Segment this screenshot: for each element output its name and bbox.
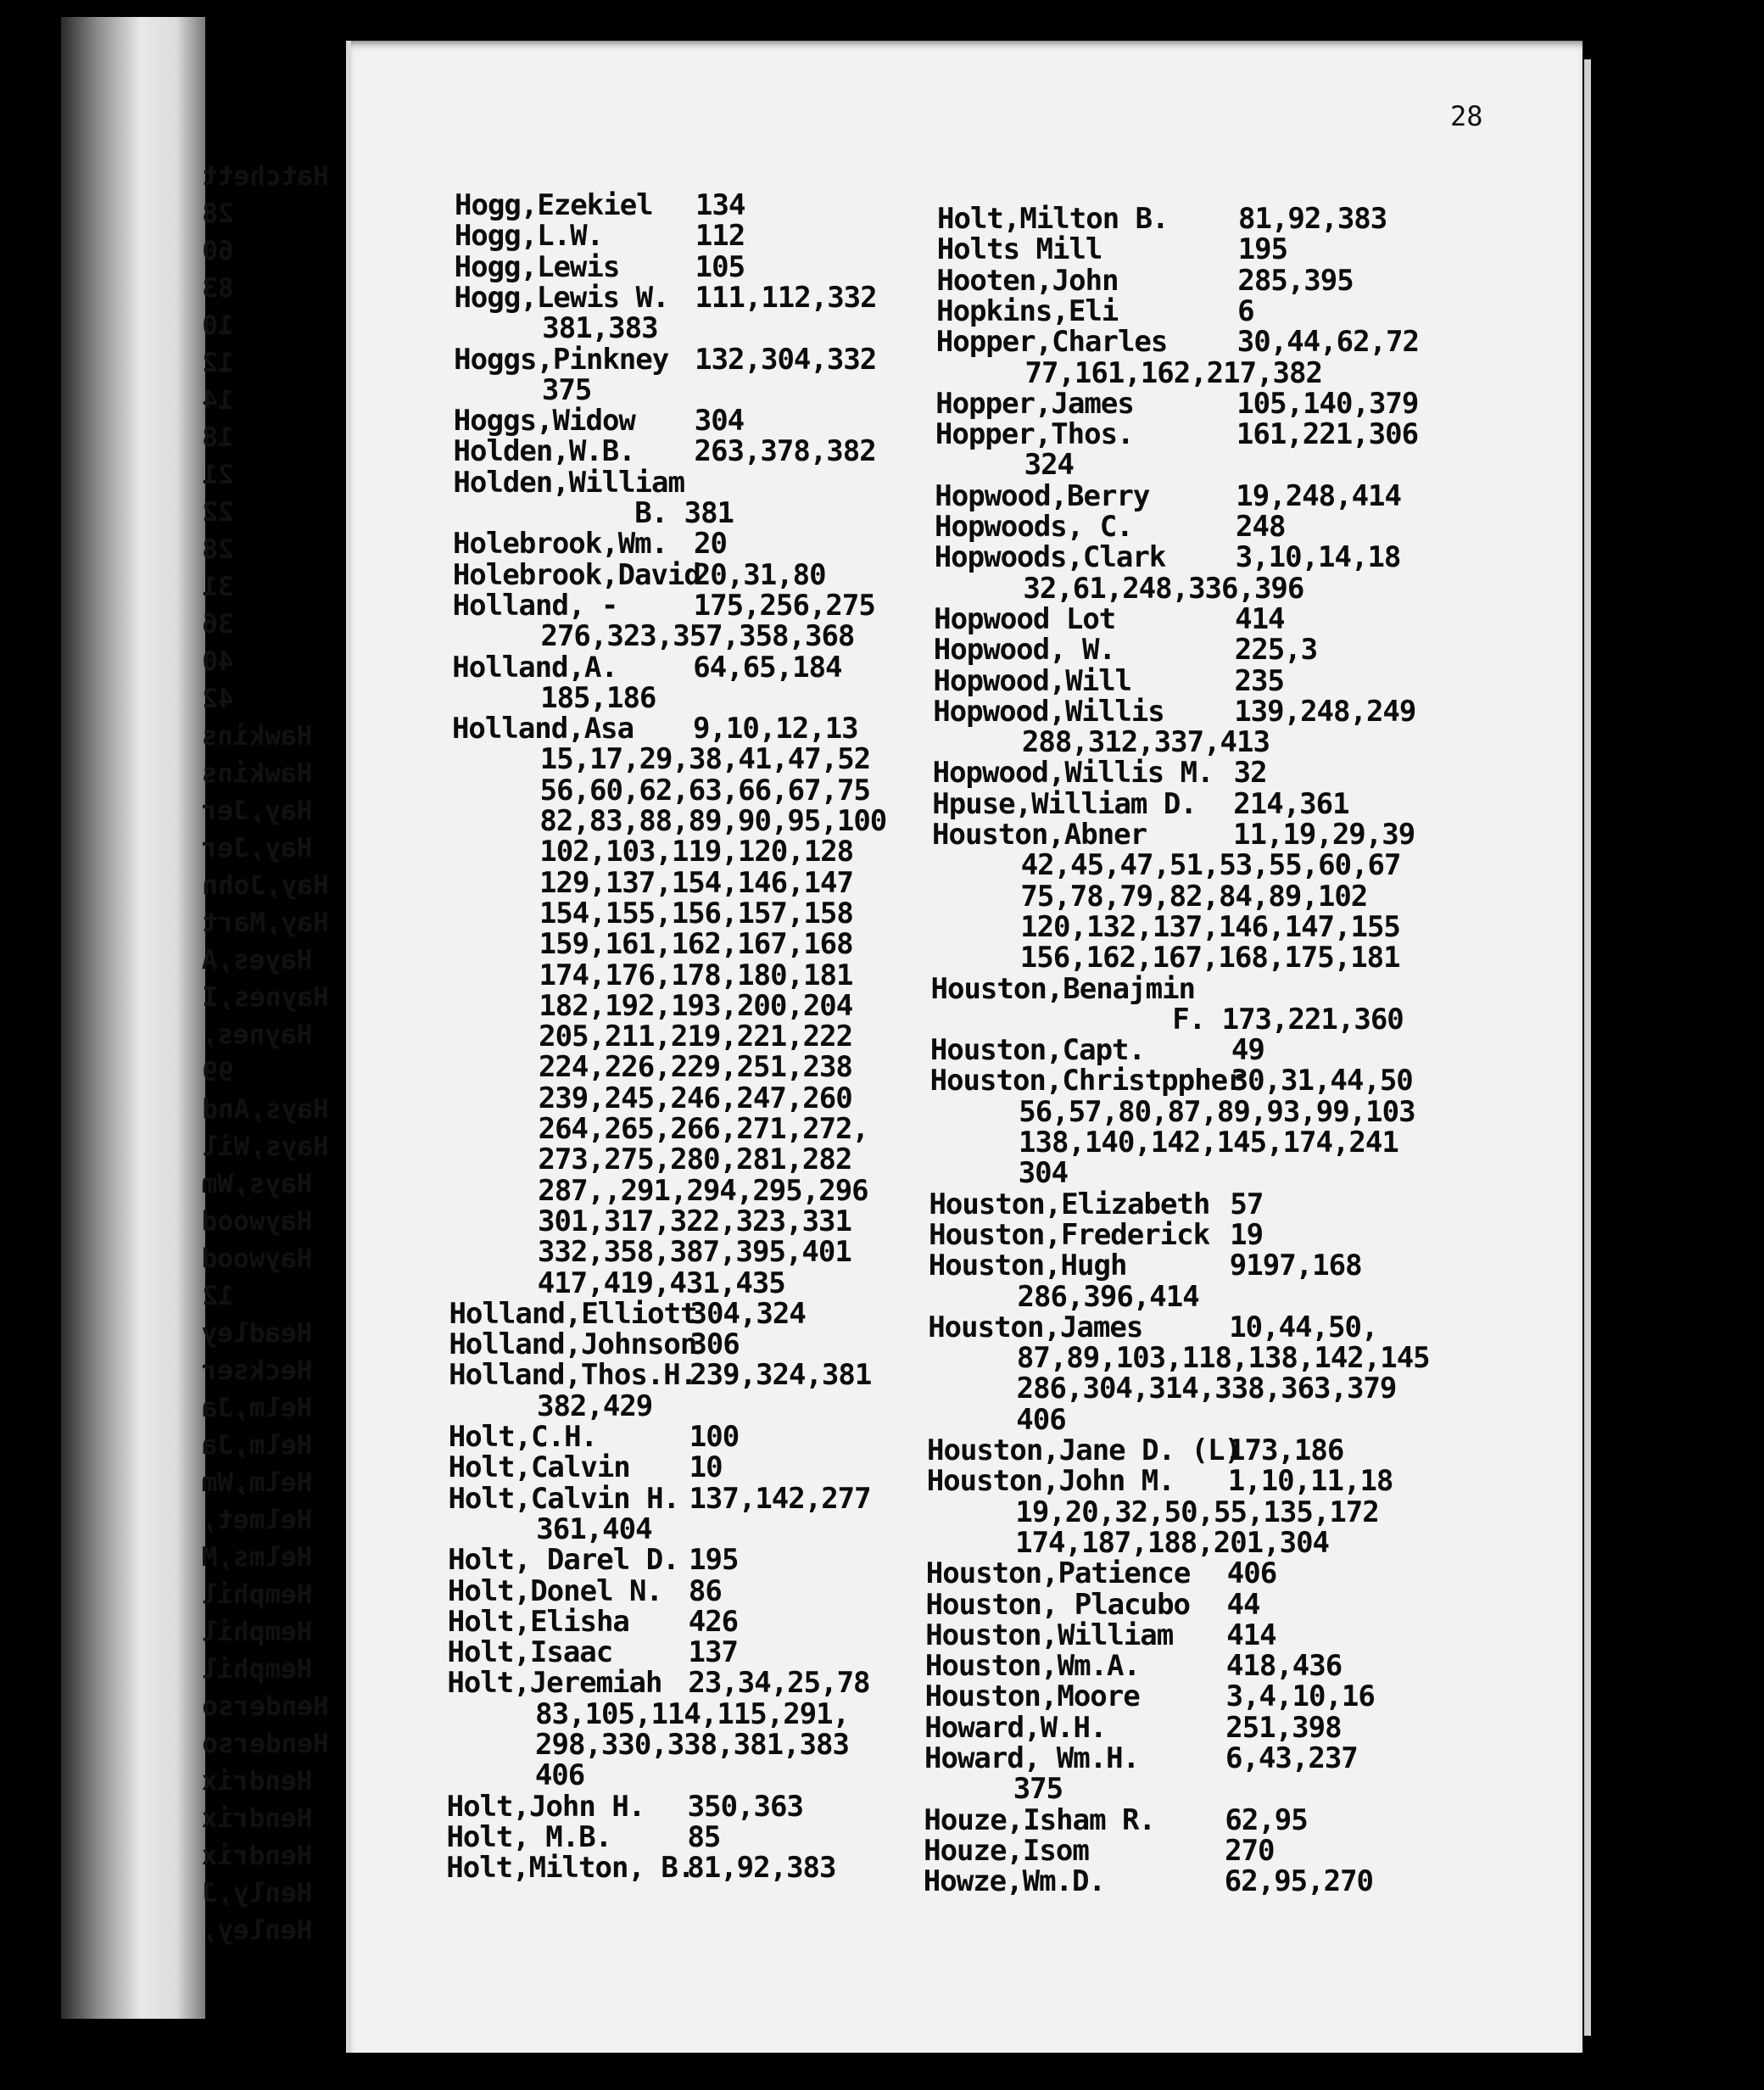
entry-pages: 105: [695, 249, 745, 284]
entry-pages: 304: [694, 404, 745, 439]
entry-continuation: 32,61,248,336,396: [1023, 571, 1304, 606]
entry-pages: 49: [1231, 1033, 1264, 1068]
entry-name: Hopper,James: [935, 386, 1134, 421]
entry-pages: 137,142,277: [689, 1481, 871, 1516]
entry-name: Houston,Capt.: [929, 1033, 1145, 1068]
entry-continuation: 288,312,337,413: [1021, 725, 1270, 760]
facing-page-fragment: Hendrix: [202, 1841, 313, 1871]
entry-pages: 19,248,414: [1236, 478, 1401, 513]
facing-page-fragment: 22: [202, 497, 234, 528]
entry-name: Holt,Isaac: [447, 1635, 613, 1670]
entry-name: Holt,John H.: [446, 1789, 645, 1824]
entry-pages: 32: [1233, 756, 1267, 791]
facing-page-fragment: Hay,John: [202, 870, 329, 901]
entry-continuation: 264,265,266,271,272,: [538, 1112, 868, 1146]
entry-continuation: 324: [1024, 448, 1075, 483]
entry-name: Howard, Wm.H.: [924, 1741, 1140, 1775]
entry-continuation: 129,137,154,146,147: [539, 865, 853, 900]
facing-page-fragment: 21: [202, 460, 234, 490]
entry-name: Holland,Johnson: [449, 1327, 697, 1362]
entry-continuation: 375: [1013, 1772, 1063, 1807]
entry-pages: 9197,168: [1229, 1249, 1362, 1283]
entry-name: Howze,Wm.D.: [923, 1864, 1105, 1899]
facing-page-fragment: Helm,Ja: [202, 1430, 313, 1461]
entry-name: Hooten,John: [936, 263, 1119, 298]
entry-name: Houston,Moore: [924, 1679, 1140, 1714]
entry-pages: 57: [1230, 1187, 1264, 1221]
facing-page-fragment: Hendrix: [202, 1766, 313, 1797]
facing-page-fragment: Haywood: [202, 1243, 313, 1274]
entry-continuation: 276,323,357,358,368: [540, 619, 855, 654]
entry-name: Houston,John M.: [926, 1464, 1175, 1499]
entry-name: Holebrook,David: [452, 557, 701, 592]
entry-name: Holland,Asa: [451, 712, 634, 746]
entry-pages: 105,140,379: [1236, 386, 1419, 421]
entry-continuation: 56,60,62,63,66,67,75: [539, 773, 870, 808]
entry-continuation: 56,57,80,87,89,93,99,103: [1019, 1094, 1415, 1129]
entry-name: Holland,Elliott: [449, 1296, 697, 1331]
entry-continuation: 159,161,162,167,168: [539, 927, 853, 962]
entry-pages: 30,44,62,72: [1236, 325, 1419, 360]
facing-page-fragment: 28: [202, 198, 234, 229]
facing-page-fragment: Haynes,I: [202, 982, 329, 1013]
entry-pages: 3,4,10,16: [1225, 1679, 1375, 1714]
entry-pages: 406: [1226, 1556, 1277, 1591]
entry-name: Hogg,L.W.: [454, 219, 604, 254]
entry-name: Houston,Christppher: [929, 1064, 1244, 1098]
entry-name: Hopwood, W.: [933, 633, 1115, 668]
entry-continuation: F. 173,221,360: [1172, 1002, 1404, 1037]
entry-pages: 19: [1230, 1217, 1264, 1252]
facing-page-fragment: Henderso: [202, 1691, 329, 1722]
entry-name: Hopwood,Will: [933, 663, 1132, 698]
facing-page-fragment: Helms,M: [202, 1542, 313, 1573]
entry-pages: 304,324: [689, 1296, 806, 1331]
entry-continuation: 224,226,229,251,238: [538, 1050, 852, 1085]
entry-name: Holebrook,Wm.: [453, 527, 668, 562]
entry-pages: 30,31,44,50: [1231, 1064, 1413, 1098]
entry-name: Holt,Milton, B.: [446, 1851, 695, 1886]
entry-continuation: 77,161,162,217,382: [1024, 355, 1322, 390]
facing-page-edge: [61, 17, 329, 2019]
entry-pages: 86: [688, 1573, 722, 1608]
entry-name: Holt,C.H.: [448, 1420, 598, 1454]
entry-pages: 20,31,80: [693, 557, 826, 592]
entry-name: Holt,Calvin: [448, 1450, 630, 1485]
entry-continuation: 381,383: [542, 311, 658, 346]
entry-pages: 10: [689, 1450, 723, 1485]
entry-pages: 10,44,50,: [1229, 1310, 1378, 1344]
entry-pages: 20: [694, 527, 727, 562]
entry-continuation: 406: [1016, 1402, 1066, 1437]
entry-continuation: 287,,291,294,295,296: [538, 1173, 868, 1208]
entry-pages: 195: [1237, 232, 1288, 267]
entry-name: Howard,W.H.: [924, 1710, 1107, 1745]
entry-continuation: 361,404: [536, 1512, 652, 1546]
entry-continuation: 332,358,387,395,401: [537, 1235, 851, 1270]
entry-pages: 285,395: [1237, 263, 1354, 298]
entry-pages: 175,256,275: [693, 588, 875, 623]
entry-continuation: 19,20,32,50,55,135,172: [1015, 1495, 1379, 1529]
entry-pages: 270: [1225, 1833, 1275, 1868]
entry-pages: 81,92,383: [687, 1851, 836, 1886]
facing-page-fragment: Hawkins: [202, 721, 313, 752]
facing-page-fragment: Hemphil: [202, 1654, 313, 1685]
entry-pages: 350,363: [687, 1789, 803, 1824]
entry-continuation: 406: [534, 1758, 585, 1793]
facing-page-fragment: Hawkins: [202, 758, 313, 789]
entry-continuation: 42,45,47,51,53,55,60,67: [1020, 848, 1401, 883]
entry-pages: 161,221,306: [1236, 417, 1419, 452]
entry-continuation: 102,103,119,120,128: [539, 835, 854, 869]
facing-page-fragment: Hay,Mart: [202, 908, 329, 938]
entry-pages: 132,304,332: [695, 342, 877, 377]
entry-name: Houston,Jane D. (L): [927, 1433, 1241, 1467]
entry-continuation: 156,162,167,168,175,181: [1019, 941, 1400, 975]
entry-continuation: 286,396,414: [1017, 1279, 1199, 1314]
entry-continuation: 75,78,79,82,84,89,102: [1020, 879, 1368, 914]
entry-pages: 195: [689, 1543, 739, 1578]
entry-name: Hoggs,Widow: [453, 404, 635, 439]
entry-pages: 3,10,14,18: [1235, 540, 1401, 575]
entry-continuation: 174,187,188,201,304: [1015, 1525, 1330, 1560]
page-number: 28: [1450, 100, 1483, 132]
entry-pages: 239,324,381: [689, 1358, 872, 1393]
entry-continuation: 417,419,431,435: [537, 1266, 785, 1300]
facing-page-fragment: Hays,Wm: [202, 1169, 313, 1199]
facing-page-fragment: Hay,Jer: [202, 796, 313, 826]
entry-name: Houston,James: [928, 1310, 1143, 1344]
entry-continuation: 375: [541, 372, 592, 407]
facing-page-fragment: Heckser: [202, 1355, 313, 1386]
entry-pages: 111,112,332: [695, 280, 877, 315]
entry-pages: 85: [687, 1819, 721, 1854]
facing-page-fragment: Hay,Jer: [202, 833, 313, 863]
entry-name: Holland,Thos.H.: [449, 1358, 697, 1393]
entry-name: Holt,Jeremiah: [447, 1666, 662, 1701]
entry-pages: 418,436: [1225, 1649, 1343, 1684]
entry-pages: 414: [1235, 601, 1285, 636]
entry-name: Houze,Isham R.: [924, 1802, 1155, 1837]
facing-page-fragment: Hatchett: [202, 161, 329, 192]
entry-pages: 112: [695, 219, 745, 254]
entry-name: Holt,Milton B.: [937, 202, 1169, 236]
entry-continuation: 286,304,314,338,363,379: [1016, 1372, 1397, 1406]
entry-pages: 6,43,237: [1225, 1741, 1358, 1775]
facing-page-fragment: Henley,: [202, 1915, 313, 1946]
page-edge: [1584, 59, 1591, 2036]
entry-pages: 62,95: [1225, 1802, 1308, 1837]
entry-name: Hopper,Thos.: [935, 417, 1134, 452]
facing-page-fragment: 31: [202, 572, 234, 602]
entry-name: Hoggs,Pinkney: [454, 342, 669, 377]
entry-continuation: 120,132,137,146,147,155: [1020, 909, 1400, 944]
entry-pages: 137: [688, 1635, 738, 1670]
entry-name: Hopwood,Willis M.: [932, 756, 1214, 791]
entry-name: Houston,Wm.A.: [924, 1649, 1140, 1684]
entry-pages: 81,92,383: [1238, 202, 1387, 236]
entry-name: Houston,Elizabeth: [929, 1187, 1210, 1221]
entry-name: Hopper,Charles: [935, 325, 1168, 360]
entry-pages: 44: [1226, 1587, 1260, 1622]
entry-name: Holt,Elisha: [447, 1604, 629, 1639]
entry-name: Holt,Calvin H.: [448, 1481, 680, 1516]
entry-name: Holland, -: [452, 588, 618, 623]
entry-name: Holden,W.B.: [453, 434, 635, 469]
entry-pages: 11,19,29,39: [1233, 818, 1415, 852]
entry-name: Houze,Isom: [924, 1833, 1089, 1868]
entry-continuation: 239,245,246,247,260: [538, 1081, 852, 1115]
entry-name: Hopwood Lot: [934, 601, 1116, 636]
entry-pages: 62,95,270: [1224, 1864, 1374, 1899]
entry-pages: 1,10,11,18: [1227, 1464, 1393, 1499]
entry-continuation: 301,317,322,323,331: [538, 1204, 851, 1238]
facing-page-fragment: 10: [202, 310, 234, 341]
entry-name: Holt, Darel D.: [448, 1543, 679, 1578]
entry-continuation: 273,275,280,281,282: [538, 1143, 852, 1177]
facing-page-fragment: 12: [202, 348, 234, 378]
entry-pages: 251,398: [1225, 1710, 1342, 1745]
facing-page-fragment: Henderso: [202, 1729, 329, 1759]
entry-pages: 23,34,25,78: [688, 1666, 870, 1701]
facing-page-fragment: 28: [202, 534, 234, 565]
entry-pages: 214,361: [1233, 786, 1349, 821]
facing-page-fragment: Hemphil: [202, 1579, 313, 1610]
entry-continuation: 138,140,142,145,174,241: [1019, 1126, 1398, 1160]
entry-name: Holt,Donel N.: [447, 1573, 662, 1608]
facing-page-fragment: Hays,And: [202, 1094, 329, 1125]
entry-pages: 6: [1237, 293, 1254, 328]
entry-name: Holts Mill: [936, 232, 1102, 267]
facing-page-fragment: Helmet,: [202, 1505, 313, 1535]
entry-continuation: 174,176,178,180,181: [539, 958, 853, 992]
facing-page-fragment: Helm,Wm: [202, 1467, 313, 1498]
entry-continuation: 87,89,103,118,138,142,145: [1016, 1341, 1430, 1376]
entry-pages: 248: [1236, 510, 1286, 544]
entry-continuation: 205,211,219,221,222: [539, 1020, 853, 1054]
entry-name: Hopkins,Eli: [936, 293, 1119, 328]
entry-name: Hogg,Lewis W.: [454, 280, 669, 315]
facing-page-fragment: 14: [202, 385, 234, 416]
facing-page-fragment: Hayes,A: [202, 945, 313, 975]
entry-name: Hogg,Ezekiel: [455, 188, 653, 222]
entry-pages: 225,3: [1234, 633, 1318, 668]
entry-pages: 173,186: [1228, 1433, 1344, 1467]
entry-name: Hpuse,William D.: [932, 786, 1197, 821]
entry-pages: 263,378,382: [694, 434, 876, 469]
entry-pages: 9,10,12,13: [692, 712, 858, 746]
facing-page-fragment: 40: [202, 646, 234, 677]
facing-page-fragment: 12: [202, 1281, 234, 1311]
entry-name: Hopwood,Willis: [933, 694, 1164, 729]
entry-pages: 100: [689, 1420, 740, 1454]
entry-continuation: 82,83,88,89,90,95,100: [539, 804, 887, 838]
facing-page-fragment: Helm,Ja: [202, 1393, 313, 1423]
entry-continuation: 298,330,338,381,383: [535, 1728, 849, 1762]
entry-name: Houston,Abner: [932, 818, 1147, 852]
entry-name: Houston,William: [925, 1618, 1174, 1652]
entry-continuation: 83,105,114,115,291,: [535, 1696, 850, 1731]
entry-name: Houston,Patience: [925, 1556, 1191, 1591]
facing-page-fragment: Hendrix: [202, 1803, 313, 1834]
entry-name: Hopwood,Berry: [935, 478, 1150, 513]
entry-name: Hopwoods, C.: [935, 510, 1133, 544]
facing-page-fragment: 36: [202, 609, 234, 640]
facing-page-fragment: 99: [202, 1057, 234, 1087]
facing-page-fragment: 42: [202, 684, 234, 714]
entry-continuation: 382,429: [536, 1389, 653, 1423]
entry-name: Houston,Hugh: [928, 1249, 1127, 1283]
entry-continuation: 182,192,193,200,204: [539, 988, 853, 1023]
entry-name: Houston,Frederick: [929, 1217, 1210, 1252]
facing-page-fragment: Haywood: [202, 1206, 313, 1237]
facing-page-fragment: Henly,J: [202, 1878, 313, 1908]
facing-page-fragment: Hemphil: [202, 1617, 313, 1647]
entry-continuation: 185,186: [540, 680, 656, 715]
entry-pages: 426: [688, 1604, 739, 1639]
entry-pages: 414: [1226, 1618, 1276, 1652]
entry-pages: 64,65,184: [693, 650, 842, 685]
entry-name: Holt, M.B.: [446, 1819, 612, 1854]
facing-page-fragment: 18: [202, 422, 234, 453]
facing-page-fragment: 83: [202, 273, 234, 304]
entry-name: Hogg,Lewis: [454, 249, 620, 284]
entry-name: Hopwoods,Clark: [934, 540, 1166, 575]
entry-continuation: 304: [1018, 1156, 1069, 1191]
entry-pages: 139,248,249: [1234, 694, 1416, 729]
facing-page-fragment: Hays,Wil: [202, 1132, 329, 1162]
entry-pages: 306: [689, 1327, 740, 1362]
entry-pages: 134: [695, 188, 745, 222]
entry-continuation: 15,17,29,38,41,47,52: [539, 742, 871, 777]
entry-continuation: B. 381: [634, 496, 734, 530]
facing-page-fragment: Haynes,: [202, 1020, 313, 1050]
entry-name: Holden,William: [453, 465, 684, 500]
entry-name: Houston, Placubo: [925, 1587, 1191, 1622]
facing-page-fragment: 60: [202, 236, 234, 266]
entry-name: Holland,A.: [452, 650, 617, 685]
facing-page-fragment: Headley: [202, 1318, 313, 1349]
entry-continuation: 154,155,156,157,158: [539, 896, 853, 930]
entry-name: Houston,Benajmin: [930, 971, 1196, 1006]
entry-pages: 235: [1234, 663, 1284, 698]
